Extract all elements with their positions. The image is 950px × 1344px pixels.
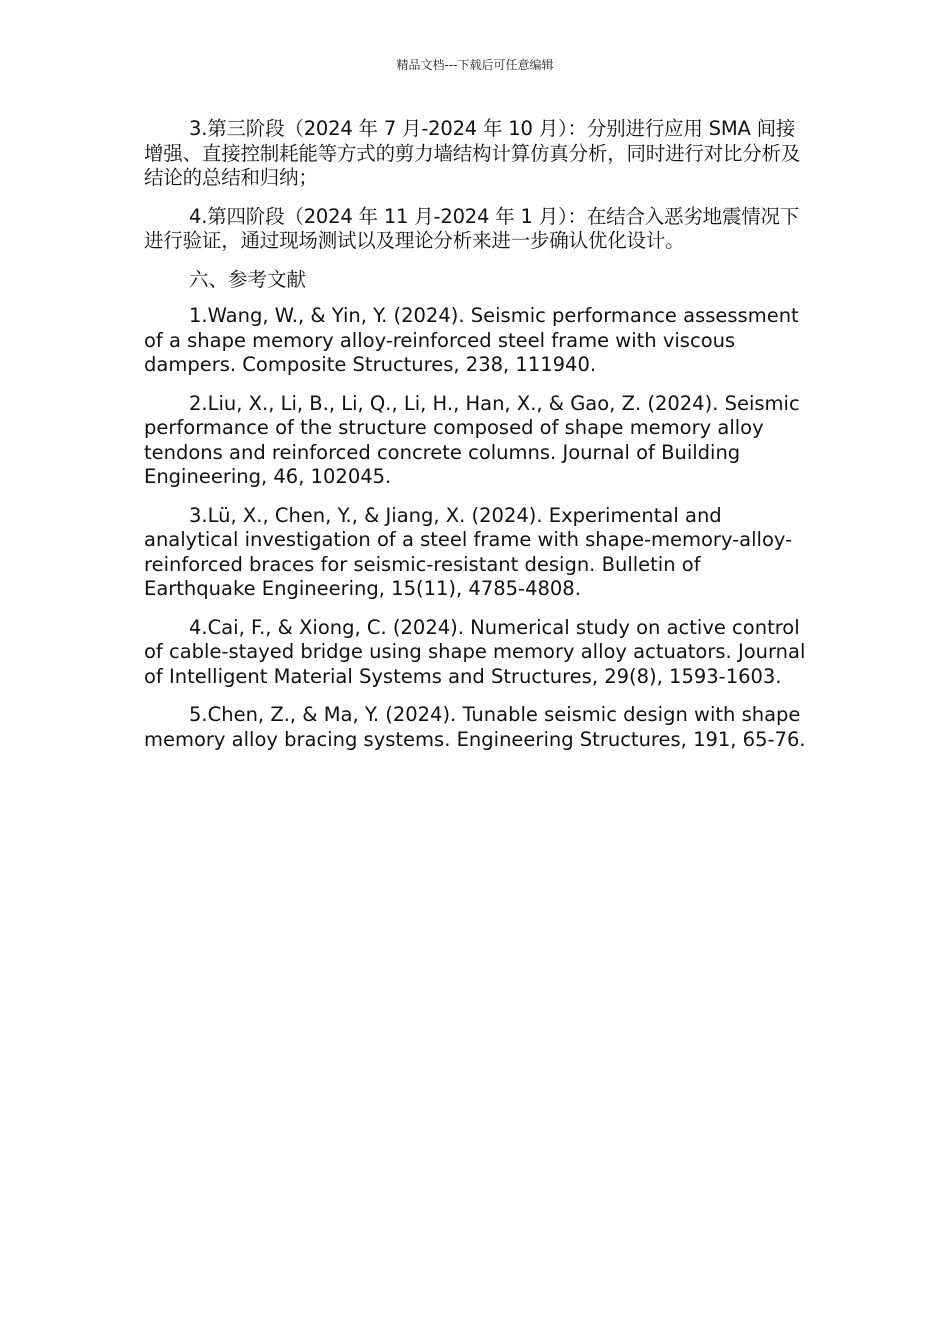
page-header: 精品文档---下载后可任意编辑 <box>396 58 554 72</box>
schedule-phase-3: 3.第三阶段（2024 年 7 月-2024 年 10 月）：分别进行应用 SMA 间接增强、直接控制耗能等方式的剪力墙结构计算仿真分析，同时进行对比分析及结论的总结和归纳； <box>144 117 801 189</box>
reference-item-3: 3.Lü, X., Chen, Y., & Jiang, X. (2024). Experimental and analytical investigation of a steel frame with shape-memory-alloy-reinforced braces for seismic-resistant design. Bulletin of Earthquake Engineering, 15(11), 4785-4808. <box>144 503 793 600</box>
document-body <box>144 117 806 766</box>
references-heading: 六、参考文献 <box>189 267 307 291</box>
reference-item-1: 1.Wang, W., & Yin, Y. (2024). Seismic performance assessment of a shape memory alloy-reinforced steel frame with viscous dampers. Composite Structures, 238, 111940. <box>144 304 799 376</box>
reference-item-4: 4.Cai, F., & Xiong, C. (2024). Numerical study on active control of cable-stayed bridge using shape memory alloy actuators. Journal of Intelligent Material Systems and Structures, 29(8), 1593-1603. <box>144 615 806 688</box>
schedule-phase-4: 4.第四阶段（2024 年 11 月-2024 年 1 月）：在结合入恶劣地震情况下进行验证，通过现场测试以及理论分析来进一步确认优化设计。 <box>144 204 800 252</box>
reference-item-2: 2.Liu, X., Li, B., Li, Q., Li, H., Han, X., & Gao, Z. (2024). Seismic performance of the structure composed of shape memory alloy tendons and reinforced concrete columns. Journal of Building Engineering, 46, 102045. <box>144 391 800 488</box>
reference-item-5: 5.Chen, Z., & Ma, Y. (2024). Tunable seismic design with shape memory alloy bracing systems. Engineering Structures, 191, 65-76. <box>144 703 806 751</box>
